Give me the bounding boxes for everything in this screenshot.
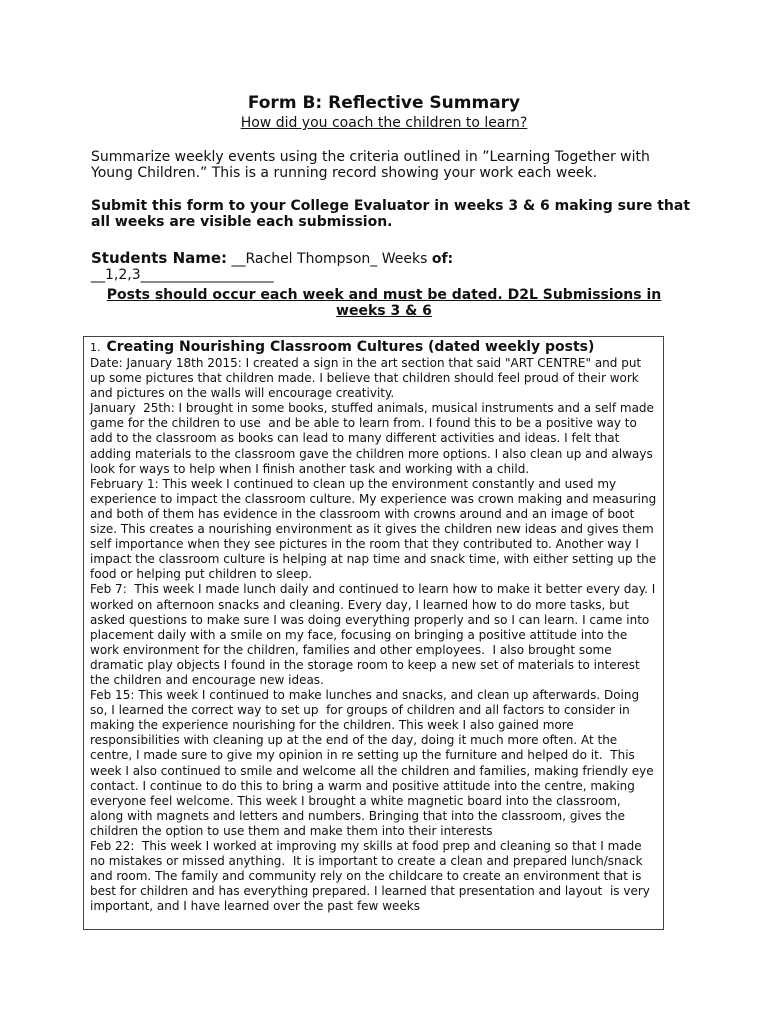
students-name-row bbox=[91, 250, 691, 283]
weekly-posts-box bbox=[83, 336, 664, 930]
weekly-entry: Date: January 18th 2015: I created a sign in the art section that said "ART CENTRE" and put up some pictures that children made. I believe that children should feel proud of their work and pictures on the walls will encourage creativity. bbox=[90, 356, 645, 401]
submission-instructions: Submit this form to your College Evaluator in weeks 3 & 6 making sure that all weeks are visible each submission. bbox=[91, 198, 691, 230]
weekly-entry: Feb 7: This week I made lunch daily and continued to learn how to make it better every day. I worked on afternoon snacks and cleaning. Every day, I learned how to do more tasks, but asked questions to make sure I was doing everything properly and so I can learn. I came into placement daily with a smile on my face, focusing on bringing a positive attitude into the work environment for the children, families and other employees. I also brought some dramatic play objects I found in the storage room to keep a new set of materials to interest the children and encourage new ideas. bbox=[90, 582, 660, 687]
weekly-entry: January 25th: I brought in some books, stuffed animals, musical instruments and a self made game for the children to use and be able to learn from. I found this to be a positive way to add to the classroom as books can lead to many different activities and ideas. I felt that adding materials to the classroom gave the children more options. I also clean up and always look for ways to help when I finish another task and working with a child. bbox=[90, 401, 658, 476]
weekly-entry: Feb 15: This week I continued to make lunches and snacks, and clean up afterwards. Doing so, I learned the correct way to set up for groups of children and all factors to consider in making the experience nourishing for the children. This week I also gained more responsibilities with cleaning up at the end of the day, doing it much more often. At the centre, I made sure to give my opinion in re setting up the furniture and helped do it. This week I also continued to smile and welcome all the children and families, making friendly eye contact. I continue to do this to bring a warm and positive attitude into the centre, making everyone feel welcome. This week I brought a white magnetic board into the classroom, along with magnets and letters and numbers. Bringing that into the classroom, gives the children the option to use them and make them into their interests bbox=[90, 688, 658, 838]
form-title: Form B: Reflective Summary bbox=[247, 93, 521, 113]
section-heading-text: Creating Nourishing Classroom Cultures (dated weekly posts) bbox=[106, 339, 595, 355]
students-name-label: Students Name: bbox=[91, 249, 228, 267]
students-name-value: __Rachel Thompson_ Weeks bbox=[227, 251, 432, 267]
weekly-entry: February 1: This week I continued to clean up the environment constantly and used my experience to impact the classroom culture. My experience was crown making and measuring and both of them has evidence in the classroom with crowns around and an image of boot size. This creates a nourishing environment as it gives the children new ideas and gives them self importance when they see pictures in the room that they contributed to. Another way I impact the classroom culture is helping at nap time and snack time, with either setting up the food or helping put children to sleep. bbox=[90, 476, 661, 582]
of-label: of: bbox=[431, 251, 454, 267]
posts-note: Posts should occur each week and must be dated. D2L Submissions in weeks 3 & 6 bbox=[106, 287, 662, 319]
section-heading bbox=[90, 339, 657, 356]
section-number: 1. bbox=[90, 341, 101, 354]
weekly-entry: Feb 22: This week I worked at improving my skills at food prep and cleaning so that I made no mistakes or missed anything. It is important to create a clean and prepared lunch/snack and room. The family and community rely on the childcare to create an environment that is best for children and has everything prepared. I learned that presentation and layout is very important, and I have learned over the past few weeks bbox=[90, 839, 654, 914]
weeks-value: __1,2,3___________________ bbox=[91, 267, 274, 283]
intro-text: Summarize weekly events using the criteria outlined in ”Learning Together with Young Children.” This is a running record showing your work each week. bbox=[91, 149, 650, 181]
form-subtitle: How did you coach the children to learn? bbox=[240, 115, 528, 131]
